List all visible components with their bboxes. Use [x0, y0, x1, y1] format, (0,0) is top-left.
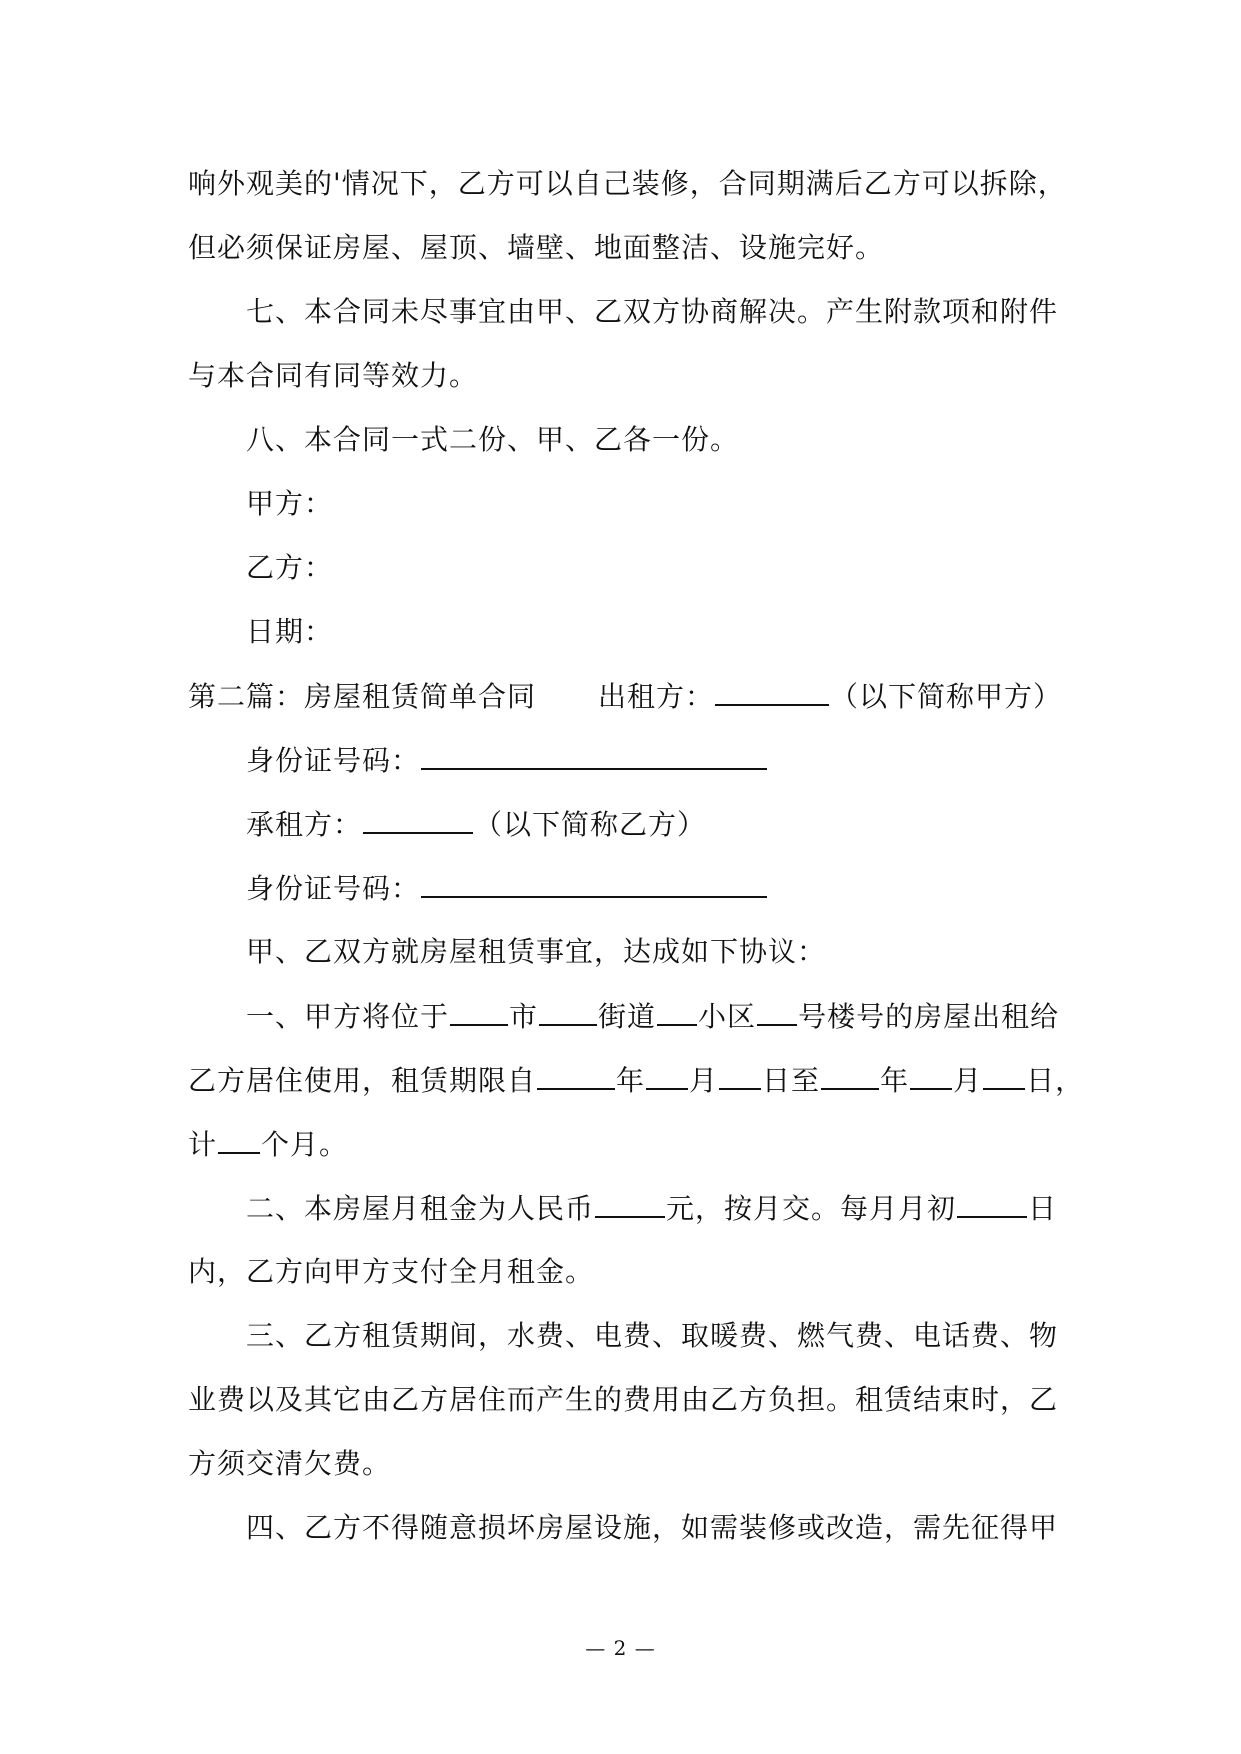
start-month-blank: [646, 1060, 688, 1090]
text-segment: 日，: [1026, 1064, 1085, 1097]
text-line: [188, 164, 1067, 204]
text-line-content: 日期：: [246, 615, 334, 648]
lessee-note: （以下简称乙方）: [474, 808, 707, 841]
text-line-content: 业费以及其它由乙方居住而产生的费用由乙方负担。租赁结束时，乙: [188, 1383, 1059, 1416]
lessor-id-line: [246, 740, 768, 781]
id-blank: [421, 868, 767, 898]
text-line-content: 七、本合同未尽事宜由甲、乙双方协商解决。产生附款项和附件: [246, 295, 1059, 328]
text-segment: 一、甲方将位于: [246, 1000, 450, 1033]
community-blank: [657, 996, 697, 1026]
text-segment: 月: [953, 1064, 983, 1097]
text-segment: 号楼号的房屋出租给: [798, 1000, 1060, 1033]
city-blank: [450, 996, 508, 1026]
text-line-content: 乙方：: [246, 551, 334, 584]
lessor-label: 出租方：: [598, 680, 715, 713]
clause-1-line: [246, 996, 1059, 1037]
text-segment: 计: [188, 1128, 218, 1161]
section-heading-line: [188, 676, 1062, 717]
page-number: — 2 —: [585, 1636, 656, 1660]
clause-2-line: [246, 1188, 1057, 1229]
id-label: 身份证号码：: [246, 744, 421, 777]
text-segment: 年: [616, 1064, 646, 1097]
text-line-content: 响外观美的'情况下，乙方可以自己装修，合同期满后乙方可以拆除，: [188, 167, 1067, 200]
text-line-content: 内，乙方向甲方支付全月租金。: [188, 1255, 595, 1288]
start-day-blank: [719, 1060, 761, 1090]
lessee-label: 承租方：: [246, 808, 363, 841]
text-segment: 市: [509, 1000, 539, 1033]
text-segment: 小区: [698, 1000, 757, 1033]
party-a-signature-label: [246, 484, 333, 524]
text-segment: 个月。: [261, 1128, 349, 1161]
id-label: 身份证号码：: [246, 872, 421, 905]
text-line-content: 但必须保证房屋、屋顶、墙壁、地面整洁、设施完好。: [188, 231, 885, 264]
text-line-content: 八、本合同一式二份、甲、乙各一份。: [246, 423, 740, 456]
text-line-content: 与本合同有同等效力。: [188, 359, 479, 392]
months-blank: [218, 1124, 260, 1154]
text-segment: 二、本房屋月租金为人民币: [246, 1192, 595, 1225]
start-year-blank: [537, 1060, 615, 1090]
lessee-line: [246, 804, 706, 845]
rent-amount-blank: [595, 1188, 665, 1218]
building-blank: [757, 996, 797, 1026]
text-line: [188, 1444, 391, 1484]
lessee-id-line: [246, 868, 768, 909]
clause-8: [246, 420, 739, 460]
text-line-content: 方须交清欠费。: [188, 1447, 392, 1480]
payment-day-blank: [957, 1188, 1027, 1218]
text-segment: 乙方居住使用，租赁期限自: [188, 1064, 537, 1097]
clause-4: [246, 1508, 1058, 1548]
text-line: [188, 1252, 594, 1292]
agreement-intro: [246, 932, 826, 972]
text-line: [188, 356, 478, 396]
end-year-blank: [821, 1060, 879, 1090]
party-b-signature-label: [246, 548, 333, 588]
lease-term-line: [188, 1060, 1084, 1101]
text-line: [188, 228, 884, 268]
text-segment: 月: [689, 1064, 719, 1097]
text-line: [188, 1380, 1058, 1420]
street-blank: [539, 996, 597, 1026]
date-label: [246, 612, 333, 652]
end-day-blank: [983, 1060, 1025, 1090]
lessor-note: （以下简称甲方）: [830, 680, 1063, 713]
lessee-blank: [363, 804, 473, 834]
id-blank: [421, 740, 767, 770]
section-title: 第二篇：房屋租赁简单合同: [188, 680, 537, 713]
text-line-content: 甲、乙双方就房屋租赁事宜，达成如下协议：: [246, 935, 827, 968]
end-month-blank: [910, 1060, 952, 1090]
clause-3: [246, 1316, 1058, 1356]
text-line-content: 三、乙方租赁期间，水费、电费、取暖费、燃气费、电话费、物: [246, 1319, 1059, 1352]
text-line-content: 甲方：: [246, 487, 334, 520]
months-line: [188, 1124, 348, 1165]
text-segment: 日至: [762, 1064, 821, 1097]
clause-7: [246, 292, 1058, 332]
text-line-content: 四、乙方不得随意损坏房屋设施，如需装修或改造，需先征得甲: [246, 1511, 1059, 1544]
lessor-blank: [715, 676, 829, 706]
text-segment: 年: [880, 1064, 910, 1097]
text-segment: 日: [1028, 1192, 1058, 1225]
text-segment: 街道: [598, 1000, 657, 1033]
text-segment: 元，按月交。每月月初: [666, 1192, 957, 1225]
